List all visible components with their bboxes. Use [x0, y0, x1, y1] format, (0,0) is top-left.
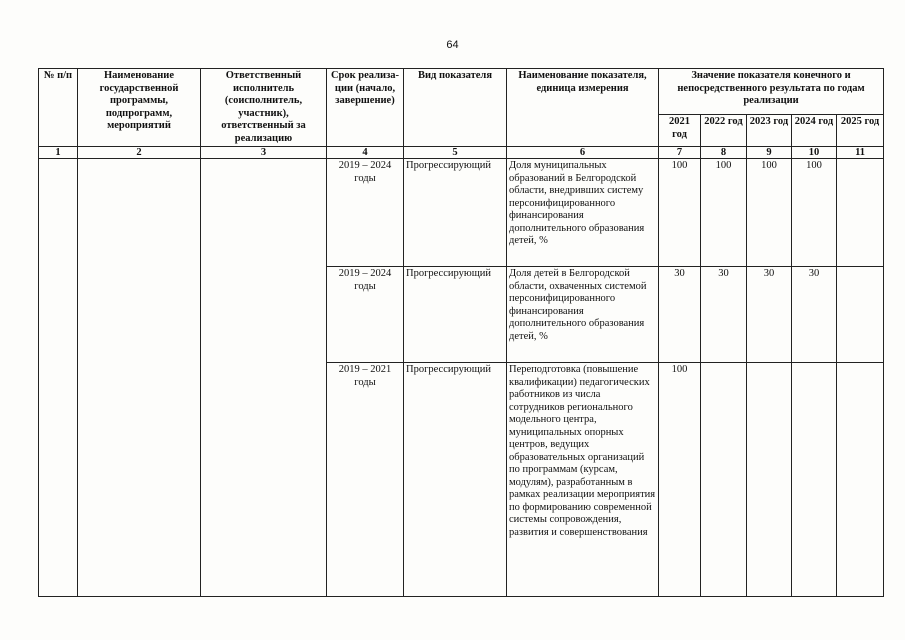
cell-value: 30 — [659, 267, 701, 363]
cell-value: 30 — [792, 267, 837, 363]
cell-value: 30 — [747, 267, 792, 363]
cell-value — [747, 363, 792, 597]
header-program-name: Наименование государственной программы, подпрограмм, мероприятий — [78, 69, 201, 147]
cell-value — [837, 363, 884, 597]
column-number: 5 — [404, 147, 507, 159]
header-responsible: Ответственный исполнитель (соисполнитель, участник), ответственный за реализацию — [201, 69, 327, 147]
cell-value: 100 — [659, 159, 701, 267]
column-number: 10 — [792, 147, 837, 159]
cell-value: 100 — [747, 159, 792, 267]
column-numbers-row — [39, 147, 884, 159]
header-year: 2023 год — [747, 115, 792, 147]
cell-period: 2019 – 2021 годы — [327, 363, 404, 597]
cell-indicator-type: Прогрессирующий — [404, 159, 507, 267]
cell-value — [837, 267, 884, 363]
column-number: 9 — [747, 147, 792, 159]
cell-value: 30 — [701, 267, 747, 363]
indicators-table — [38, 68, 884, 597]
header-indicator-name: Наименование показателя, единица измерения — [507, 69, 659, 147]
header-number: № п/п — [39, 69, 78, 147]
column-number: 7 — [659, 147, 701, 159]
cell-indicator-name: Доля муниципальных образований в Белгородской области, внедривших систему персонифицированного финансирования дополнительного образования детей, % — [507, 159, 659, 267]
header-values-group: Значение показателя конечного и непосредственного результата по годам реализации — [659, 69, 884, 115]
cell-period: 2019 – 2024 годы — [327, 159, 404, 267]
cell-value: 100 — [701, 159, 747, 267]
page-number: 64 — [446, 39, 459, 51]
column-number: 3 — [201, 147, 327, 159]
cell-indicator-type: Прогрессирующий — [404, 267, 507, 363]
column-number: 8 — [701, 147, 747, 159]
cell-value — [837, 159, 884, 267]
header-year: 2024 год — [792, 115, 837, 147]
table-row — [39, 159, 884, 267]
cell-program-name — [78, 159, 201, 597]
cell-indicator-name: Доля детей в Белгородской области, охваченных системой персонифицированного финансирования дополнительного образования детей, % — [507, 267, 659, 363]
cell-period: 2019 – 2024 годы — [327, 267, 404, 363]
header-year: 2025 год — [837, 115, 884, 147]
cell-indicator-type: Прогрессирующий — [404, 363, 507, 597]
header-row — [39, 69, 884, 115]
cell-value: 100 — [659, 363, 701, 597]
cell-value — [792, 363, 837, 597]
column-number: 6 — [507, 147, 659, 159]
column-number: 4 — [327, 147, 404, 159]
header-year: 2021 год — [659, 115, 701, 147]
cell-responsible — [201, 159, 327, 597]
column-number: 2 — [78, 147, 201, 159]
header-indicator-type: Вид показателя — [404, 69, 507, 147]
cell-indicator-name: Переподготовка (повышение квалификации) педагогических работников из числа сотрудников регионального модельного центра, муниципальных опорных центров, ведущих образовательных организаций по программам (курсам, модулям), разработанным в рамках реализации мероприятия по формированию современной системы сопровождения, развития и совершенствования — [507, 363, 659, 597]
column-number: 11 — [837, 147, 884, 159]
header-year: 2022 год — [701, 115, 747, 147]
cell-value: 100 — [792, 159, 837, 267]
cell-number — [39, 159, 78, 597]
column-number: 1 — [39, 147, 78, 159]
cell-value — [701, 363, 747, 597]
header-period: Срок реализа- ции (начало, завершение) — [327, 69, 404, 147]
